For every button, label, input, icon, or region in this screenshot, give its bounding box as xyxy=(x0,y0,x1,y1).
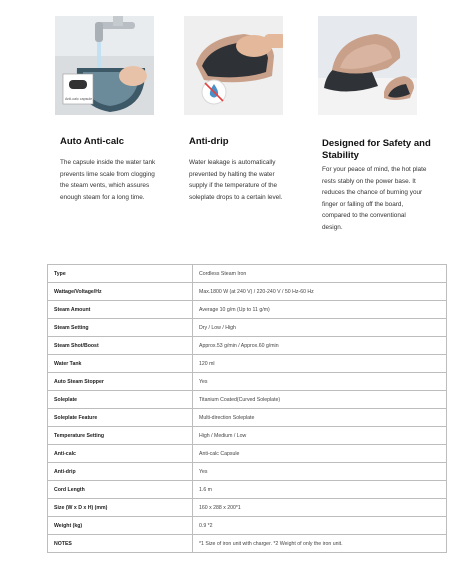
iron-on-base-illustration xyxy=(318,16,417,115)
spec-row-notes xyxy=(48,535,447,553)
iron-soleplate-illustration xyxy=(184,16,283,115)
spec-row-soleplate-feature xyxy=(48,409,447,427)
spec-label: Size (W x D x H) (mm) xyxy=(48,499,193,517)
tap-and-tank-illustration xyxy=(55,16,154,115)
spec-value: Dry / Low / High xyxy=(193,319,447,337)
spec-label: Soleplate Feature xyxy=(48,409,193,427)
spec-label: Cord Length xyxy=(48,481,193,499)
spec-row-steam-shot xyxy=(48,337,447,355)
spec-value: Approx.53 g/min / Approx.60 g/min xyxy=(193,337,447,355)
safety-stability-title: Designed for Safety and Stability xyxy=(322,138,431,161)
spec-row-steam-stopper xyxy=(48,373,447,391)
spec-row-steam-setting xyxy=(48,319,447,337)
spec-value: Yes xyxy=(193,463,447,481)
spec-label: Type xyxy=(48,265,193,283)
spec-value: 0.9 *2 xyxy=(193,517,447,535)
anti-calc-description: The capsule inside the water tank prevents lime scale from clogging the steam vents, which assures enough steam for a long time. xyxy=(60,159,156,201)
spec-row-cord-length xyxy=(48,481,447,499)
spec-value: Anti-calc Capsule xyxy=(193,445,447,463)
spec-label: NOTES xyxy=(48,535,193,553)
safety-stability-photo xyxy=(318,16,417,115)
spec-value: 160 x 288 x 200*1 xyxy=(193,499,447,517)
anti-drip-title: Anti-drip xyxy=(189,136,229,147)
spec-label: Wattage/Voltage/Hz xyxy=(48,283,193,301)
spec-row-size xyxy=(48,499,447,517)
capsule-caption: Anti-calc capsule xyxy=(65,97,93,101)
spec-label: Water Tank xyxy=(48,355,193,373)
spec-row-type xyxy=(48,265,447,283)
spec-label: Steam Setting xyxy=(48,319,193,337)
spec-value: 120 ml xyxy=(193,355,447,373)
anti-calc-title: Auto Anti-calc xyxy=(60,136,125,147)
spec-row-temperature xyxy=(48,427,447,445)
spec-label: Anti-drip xyxy=(48,463,193,481)
spec-row-steam-amount xyxy=(48,301,447,319)
spec-value: *1 Size of iron unit with charger. *2 Weight of only the iron unit. xyxy=(193,535,447,553)
spec-label: Weight (kg) xyxy=(48,517,193,535)
spec-value: High / Medium / Low xyxy=(193,427,447,445)
safety-stability-description: For your peace of mind, the hot plate rests stably on the power base. It reduces the chance of burning your finger or falling off the board, compared to the conventional design. xyxy=(322,166,427,231)
anti-drip-photo xyxy=(184,16,283,115)
spec-value: Cordless Steam Iron xyxy=(193,265,447,283)
spec-label: Soleplate xyxy=(48,391,193,409)
spec-value: Max.1800 W (at 240 V) / 220-240 V / 50 Hz-60 Hz xyxy=(193,283,447,301)
spec-value: 1.6 m xyxy=(193,481,447,499)
anti-calc-photo xyxy=(55,16,154,115)
spec-value: Multi-direction Soleplate xyxy=(193,409,447,427)
spec-row-anti-calc xyxy=(48,445,447,463)
spec-row-wattage xyxy=(48,283,447,301)
anti-drip-description: Water leakage is automatically prevented by halting the water supply if the temperature of the soleplate drops to a certain level. xyxy=(189,159,283,201)
specifications-table xyxy=(47,264,447,553)
spec-label: Temperature Setting xyxy=(48,427,193,445)
spec-label: Auto Steam Stopper xyxy=(48,373,193,391)
spec-label: Steam Shot/Boost xyxy=(48,337,193,355)
spec-value: Titanium Coated(Curved Soleplate) xyxy=(193,391,447,409)
spec-row-weight xyxy=(48,517,447,535)
spec-label: Anti-calc xyxy=(48,445,193,463)
spec-row-water-tank xyxy=(48,355,447,373)
spec-row-anti-drip xyxy=(48,463,447,481)
spec-row-soleplate xyxy=(48,391,447,409)
spec-value: Yes xyxy=(193,373,447,391)
spec-label: Steam Amount xyxy=(48,301,193,319)
spec-value: Average 10 g/m (Up to 11 g/m) xyxy=(193,301,447,319)
